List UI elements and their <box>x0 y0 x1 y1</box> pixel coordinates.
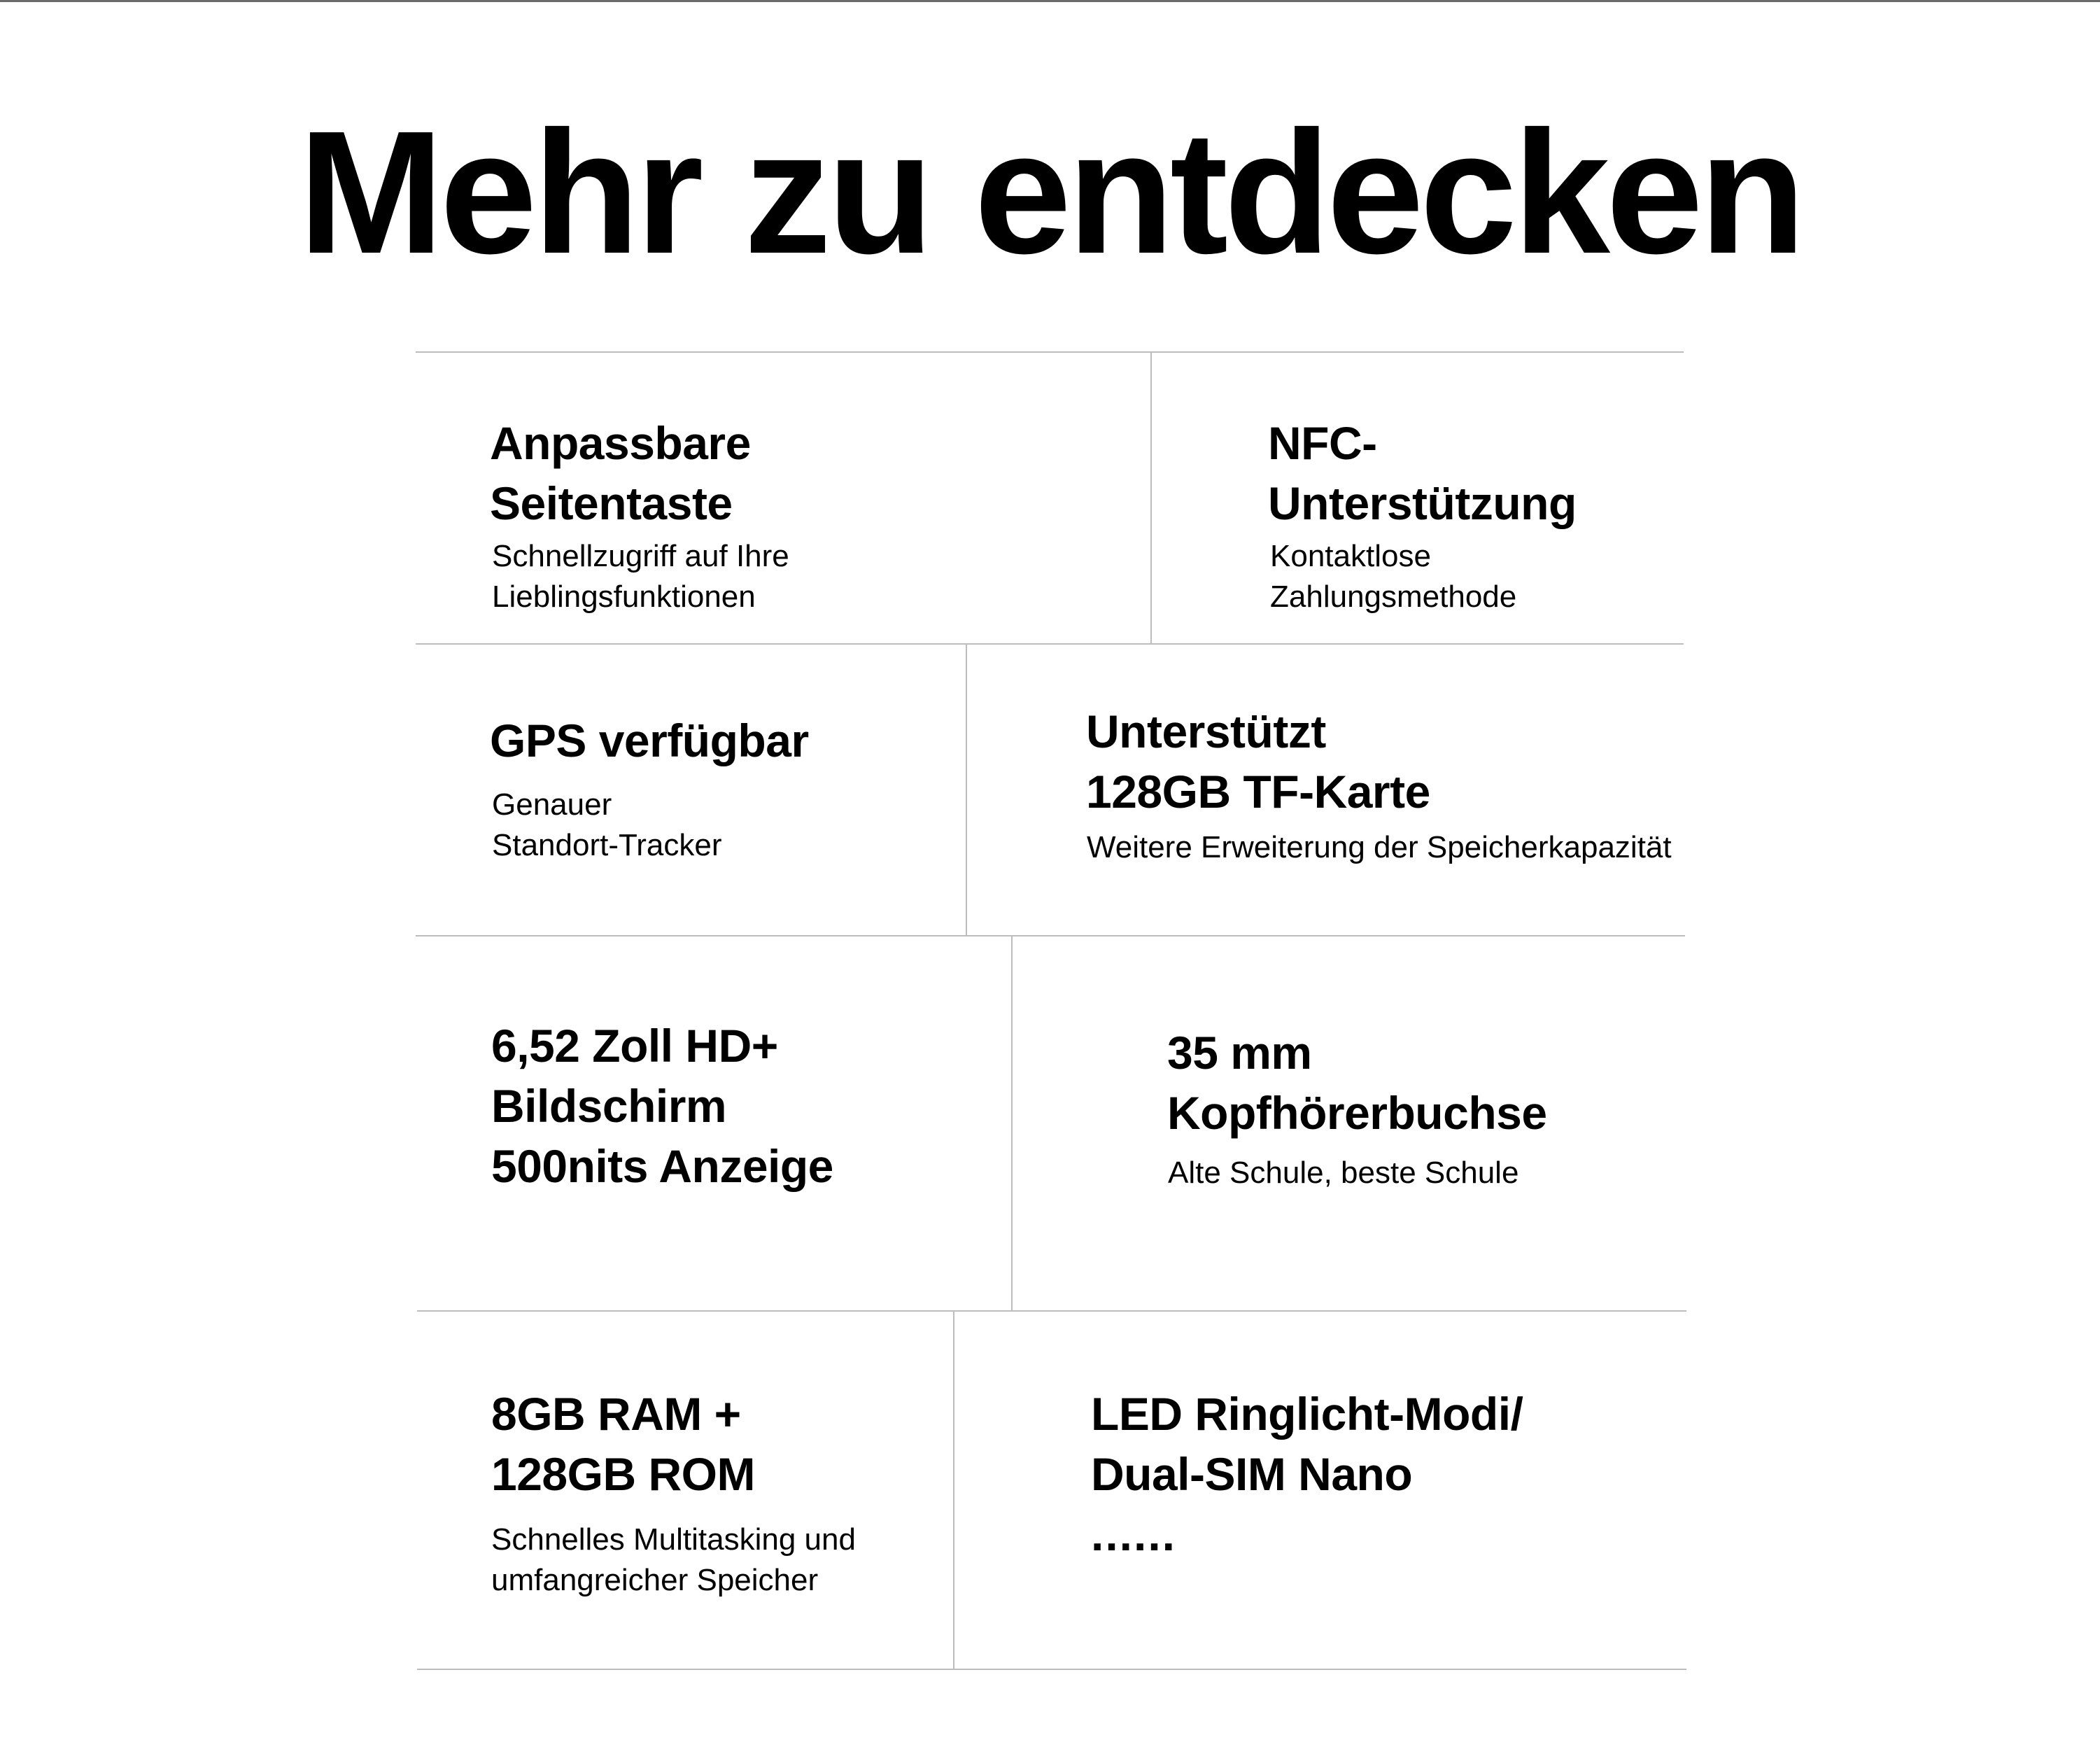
feature-title: NFC- Unterstützung <box>1268 417 1577 529</box>
feature-title: 6,52 Zoll HD+ Bildschirm 500nits Anzeige <box>491 1020 833 1192</box>
grid-line-v2 <box>966 643 967 935</box>
feature-tf-card <box>1086 701 1672 868</box>
feature-description: Schnellzugriff auf Ihre Lieblingsfunktionen <box>492 539 789 614</box>
feature-gps <box>490 710 809 866</box>
feature-description: Schnelles Multitasking und umfangreicher Speicher <box>491 1522 856 1597</box>
feature-memory <box>491 1384 856 1601</box>
feature-side-button <box>490 413 789 617</box>
feature-title: 8GB RAM + 128GB ROM <box>491 1388 755 1500</box>
feature-led-dual-sim <box>1091 1384 1523 1564</box>
grid-line-h5 <box>417 1669 1686 1670</box>
feature-description: Weitere Erweiterung der Speicherkapazität <box>1087 830 1672 864</box>
feature-title: GPS verfügbar <box>490 715 809 766</box>
grid-line-h4 <box>417 1310 1686 1312</box>
feature-title: Anpassbare Seitentaste <box>490 417 751 529</box>
feature-headphone-jack <box>1167 1023 1547 1193</box>
feature-description: Genauer Standort-Tracker <box>492 787 722 862</box>
grid-line-v4 <box>953 1310 954 1669</box>
feature-nfc <box>1268 413 1577 617</box>
grid-line-h1 <box>416 351 1684 353</box>
feature-title: Unterstützt 128GB TF-Karte <box>1086 706 1430 818</box>
page-title: Mehr zu entdecken <box>298 94 1802 290</box>
feature-description: Alte Schule, beste Schule <box>1168 1156 1519 1190</box>
feature-description: Kontaktlose Zahlungsmethode <box>1270 539 1517 614</box>
grid-line-h3 <box>416 935 1685 936</box>
top-divider <box>0 0 2100 2</box>
grid-line-v3 <box>1011 935 1013 1310</box>
feature-title: 35 mm Kopfhörerbuchse <box>1167 1027 1547 1139</box>
feature-display <box>491 1016 833 1196</box>
grid-line-v1 <box>1150 351 1152 643</box>
grid-line-h2 <box>416 643 1684 645</box>
feature-title: LED Ringlicht-Modi/ Dual-SIM Nano <box>1091 1388 1523 1500</box>
more-ellipsis: ...... <box>1091 1508 1177 1560</box>
